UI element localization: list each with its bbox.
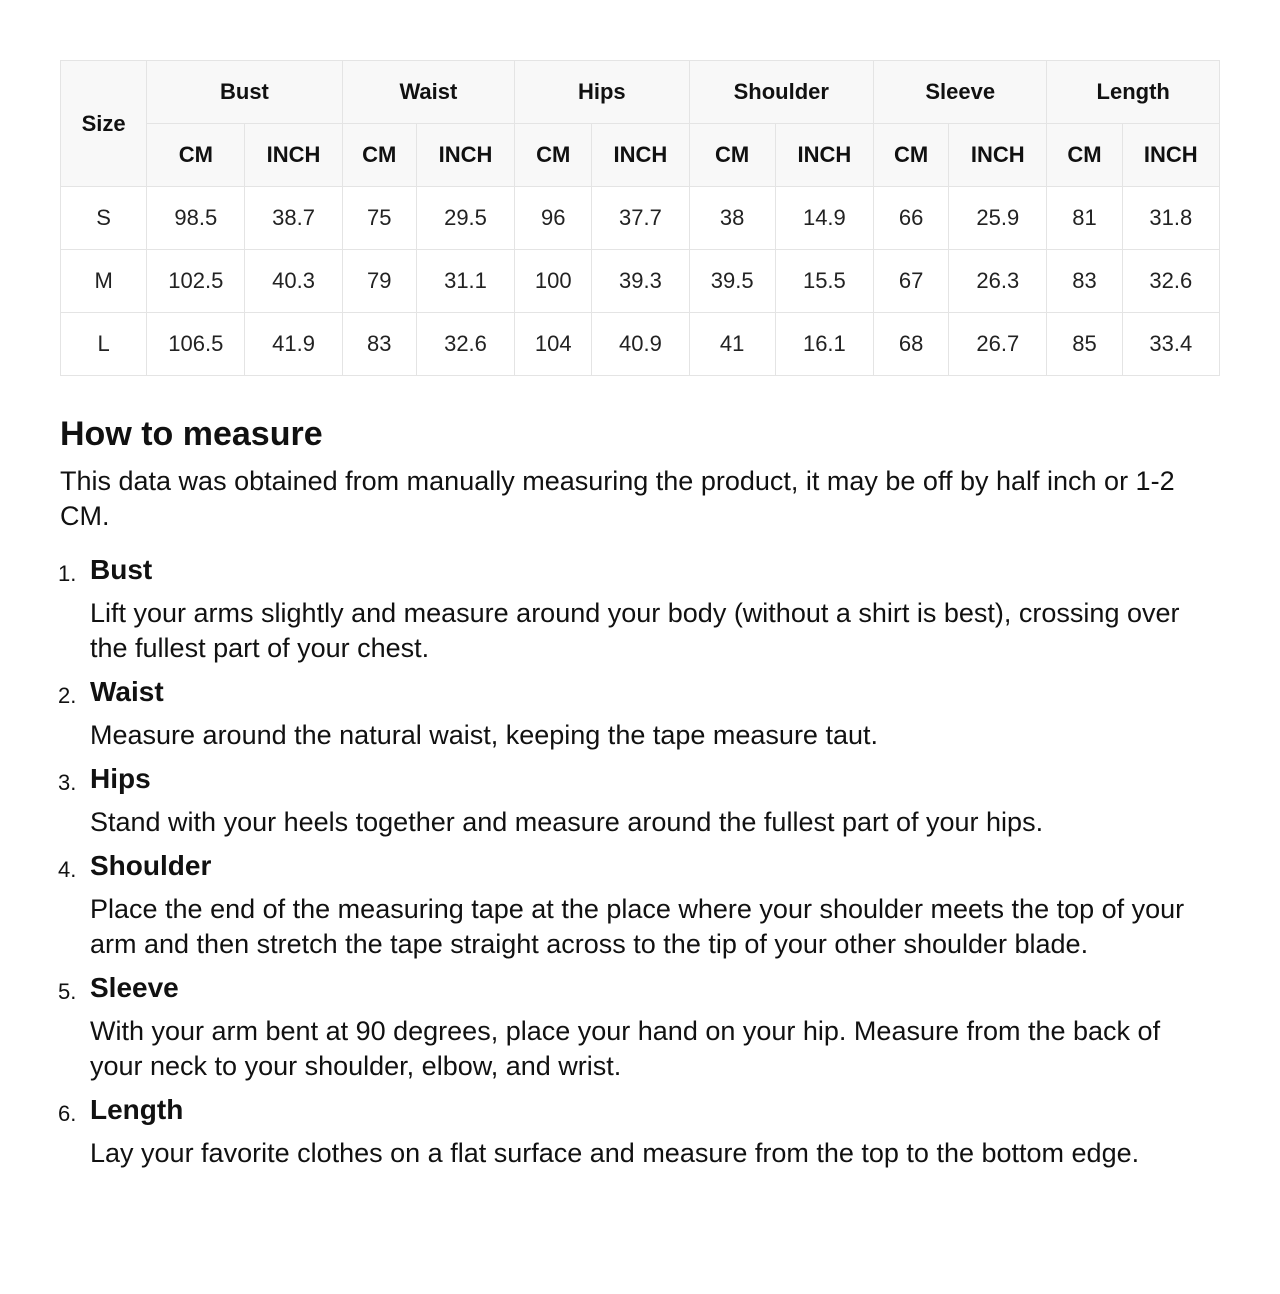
table-cell: 96 [515, 187, 592, 250]
table-cell: 31.8 [1122, 187, 1219, 250]
list-item [60, 848, 1220, 962]
table-cell: 83 [342, 313, 416, 376]
table-cell: 66 [873, 187, 948, 250]
step-number: 2. [58, 683, 77, 708]
list-item [60, 552, 1220, 666]
table-cell: 81 [1047, 187, 1122, 250]
table-cell: 15.5 [775, 250, 873, 313]
table-row [61, 250, 1220, 313]
size-cell: M [61, 250, 147, 313]
table-cell: 37.7 [592, 187, 689, 250]
table-cell: 26.3 [949, 250, 1047, 313]
unit-header-inch: INCH [775, 124, 873, 187]
table-cell: 25.9 [949, 187, 1047, 250]
table-cell: 31.1 [416, 250, 514, 313]
step-title: Length [90, 1094, 184, 1125]
table-cell: 104 [515, 313, 592, 376]
table-cell: 75 [342, 187, 416, 250]
step-number: 1. [58, 561, 77, 586]
size-header: Size [61, 61, 147, 187]
step-description: Stand with your heels together and measure around the fullest part of your hips. [90, 807, 1044, 837]
table-cell: 33.4 [1122, 313, 1219, 376]
group-header-bust: Bust [147, 61, 342, 124]
table-cell: 40.9 [592, 313, 689, 376]
table-cell: 40.3 [245, 250, 342, 313]
table-cell: 83 [1047, 250, 1122, 313]
group-header-row [61, 61, 1220, 124]
group-header-sleeve: Sleeve [873, 61, 1046, 124]
unit-header-inch: INCH [416, 124, 514, 187]
table-cell: 26.7 [949, 313, 1047, 376]
list-item [60, 761, 1220, 840]
unit-header-inch: INCH [245, 124, 342, 187]
table-cell: 102.5 [147, 250, 245, 313]
list-item [60, 970, 1220, 1084]
table-cell: 41.9 [245, 313, 342, 376]
table-cell: 100 [515, 250, 592, 313]
unit-header-cm: CM [147, 124, 245, 187]
step-title: Hips [90, 763, 151, 794]
step-description: With your arm bent at 90 degrees, place your hand on your hip. Measure from the back of your neck to your shoulder, elbow, and wrist. [90, 1016, 1161, 1081]
size-table [60, 60, 1220, 376]
table-cell: 39.3 [592, 250, 689, 313]
size-cell: S [61, 187, 147, 250]
table-cell: 29.5 [416, 187, 514, 250]
unit-header-cm: CM [1047, 124, 1122, 187]
step-title: Shoulder [90, 850, 212, 881]
table-row [61, 313, 1220, 376]
table-cell: 14.9 [775, 187, 873, 250]
table-cell: 32.6 [1122, 250, 1219, 313]
how-to-measure-title: How to measure [60, 415, 323, 453]
table-cell: 38.7 [245, 187, 342, 250]
step-number: 4. [58, 857, 77, 882]
size-cell: L [61, 313, 147, 376]
unit-header-row [61, 124, 1220, 187]
table-cell: 39.5 [689, 250, 775, 313]
table-cell: 16.1 [775, 313, 873, 376]
table-cell: 98.5 [147, 187, 245, 250]
table-cell: 38 [689, 187, 775, 250]
table-cell: 106.5 [147, 313, 245, 376]
table-cell: 79 [342, 250, 416, 313]
unit-header-cm: CM [515, 124, 592, 187]
group-header-waist: Waist [342, 61, 514, 124]
measure-steps-list [60, 552, 1220, 1171]
unit-header-inch: INCH [592, 124, 689, 187]
step-number: 5. [58, 979, 77, 1004]
step-description: Lift your arms slightly and measure around your body (without a shirt is best), crossing over the fullest part of your chest. [90, 598, 1180, 663]
group-header-shoulder: Shoulder [689, 61, 873, 124]
step-description: Place the end of the measuring tape at the place where your shoulder meets the top of your arm and then stretch the tape straight across to the tip of your other shoulder blade. [90, 894, 1185, 959]
unit-header-cm: CM [873, 124, 948, 187]
list-item [60, 1092, 1220, 1171]
step-number: 6. [58, 1101, 77, 1126]
intro-text: This data was obtained from manually measuring the product, it may be off by half inch or 1-2 CM. [60, 466, 1175, 531]
group-header-hips: Hips [515, 61, 689, 124]
table-cell: 32.6 [416, 313, 514, 376]
step-description: Lay your favorite clothes on a flat surface and measure from the top to the bottom edge. [90, 1138, 1140, 1168]
unit-header-inch: INCH [949, 124, 1047, 187]
unit-header-inch: INCH [1122, 124, 1219, 187]
step-description: Measure around the natural waist, keeping the tape measure taut. [90, 720, 878, 750]
table-cell: 41 [689, 313, 775, 376]
table-cell: 68 [873, 313, 948, 376]
table-row [61, 187, 1220, 250]
unit-header-cm: CM [342, 124, 416, 187]
unit-header-cm: CM [689, 124, 775, 187]
table-cell: 67 [873, 250, 948, 313]
list-item [60, 674, 1220, 753]
step-number: 3. [58, 770, 77, 795]
step-title: Waist [90, 676, 164, 707]
table-cell: 85 [1047, 313, 1122, 376]
step-title: Sleeve [90, 972, 179, 1003]
group-header-length: Length [1047, 61, 1220, 124]
step-title: Bust [90, 554, 153, 585]
